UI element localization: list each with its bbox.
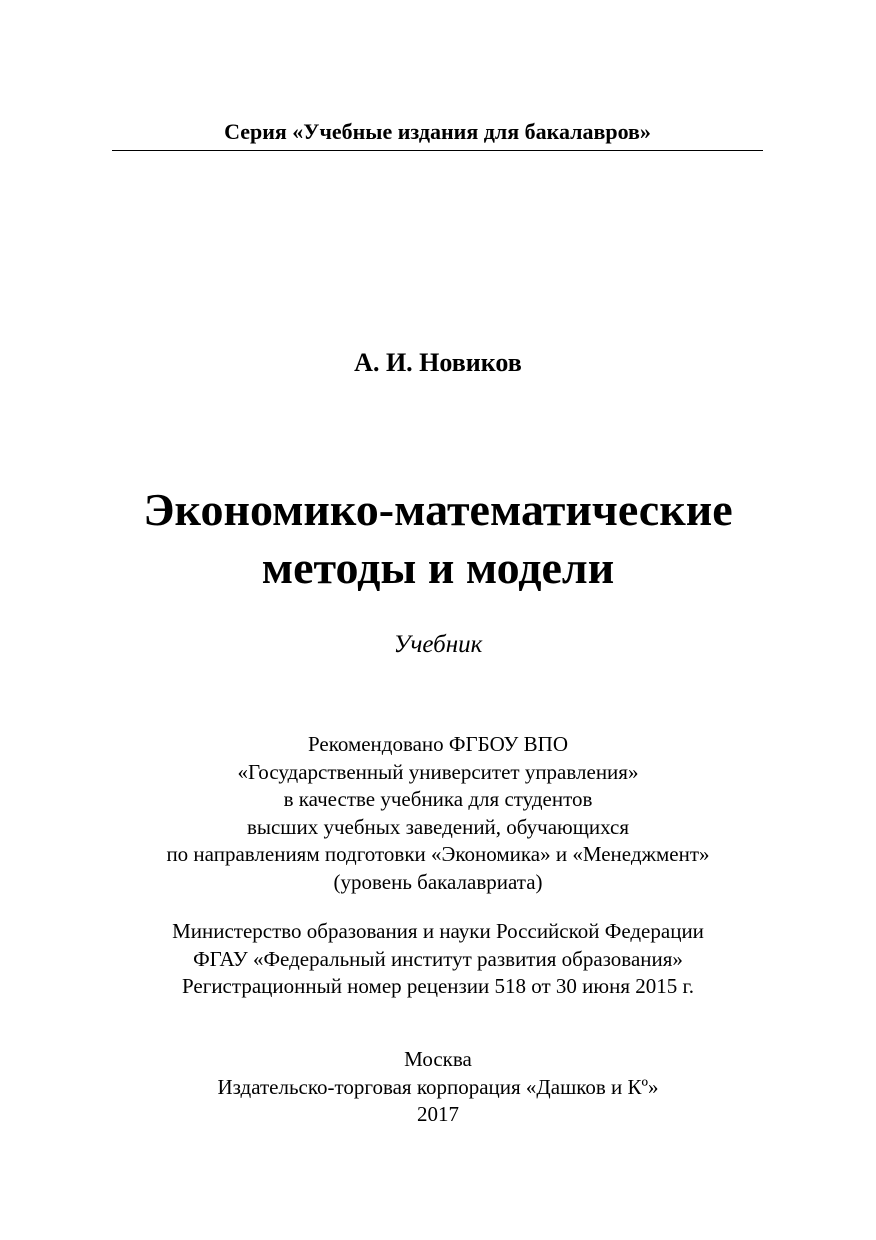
recommendation-line: (уровень бакалавриата) [333, 869, 543, 894]
book-title-line-2: методы и модели [261, 542, 615, 593]
ministry-line: ФГАУ «Федеральный институт развития образования» [193, 946, 683, 971]
book-type: Учебник [393, 631, 483, 658]
imprint-city: Москва [404, 1047, 472, 1071]
recommendation-line: «Государственный университет управления» [237, 759, 639, 784]
book-title [0, 481, 876, 597]
book-title-line-1: Экономико-математические [143, 484, 733, 535]
ministry-line: Министерство образования и науки Российской Федерации [172, 919, 704, 943]
imprint-year: 2017 [417, 1102, 459, 1126]
series-heading: Серия «Учебные издания для бакалавров» [224, 119, 651, 144]
recommendation-line: Рекомендовано ФГБОУ ВПО [307, 732, 569, 756]
recommendation-line: высших учебных заведений, обучающихся [246, 814, 630, 839]
author-name: А. И. Новиков [354, 348, 522, 377]
recommendation-block [0, 731, 876, 896]
ministry-block [0, 918, 876, 1001]
series-divider [112, 150, 763, 151]
imprint-block [0, 1046, 876, 1129]
imprint-publisher: Издательско-торговая корпорация «Дашков и Кº» [217, 1074, 659, 1099]
recommendation-line: в качестве учебника для студентов [283, 787, 593, 811]
recommendation-line: по направлениям подготовки «Экономика» и «Менеджмент» [166, 842, 710, 866]
ministry-line: Регистрационный номер рецензии 518 от 30 июня 2015 г. [181, 974, 694, 998]
